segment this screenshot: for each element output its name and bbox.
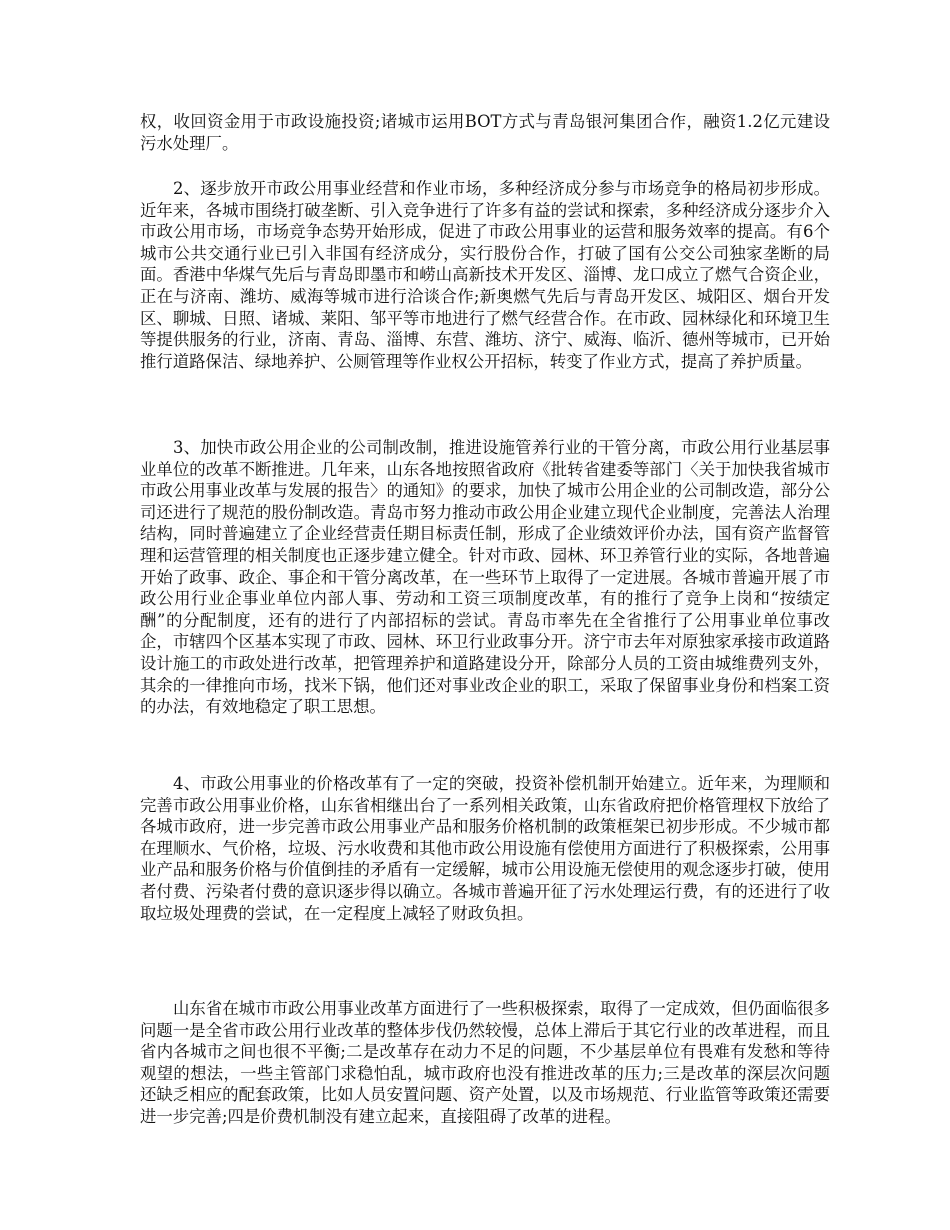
paragraph-problems-summary: 山东省在城市市政公用事业改革方面进行了一些积极探索，取得了一定成效，但仍面临很多问题一是全省市政公用行业改革的整体步伐仍然较慢，总体上滞后于其它行业的改革进程，而且省内各城市之间也很不平衡;二是改革存在动力不足的问题，不少基层单位有畏难有发愁和等待观望的想法，一些主管部门求稳怕乱，城市政府也没有推进改革的压力;三是改革的深层次问题还缺乏相应的配套政策，比如人员安置问题、资产处置，以及市场规范、行业监管等政策还需要进一步完善;四是价费机制没有建立起来，直接阻碍了改革的进程。 [140,999,830,1126]
paragraph-market-opening: 2、逐步放开市政公用事业经营和作业市场，多种经济成分参与市场竞争的格局初步形成。近年来，各城市围绕打破垄断、引入竞争进行了许多有益的尝试和探索，多种经济成分逐步介入市政公用市场，市场竞争态势开始形成，促进了市政公用事业的运营和服务效率的提高。有6个城市公共交通行业已引入非国有经济成分，实行股份合作，打破了国有公交公司独家垄断的局面。香港中华煤气先后与青岛即墨市和崂山高新技术开发区、淄博、龙口成立了燃气合资企业，正在与济南、潍坊、威海等城市进行洽谈合作;新奥燃气先后与青岛开发区、城阳区、烟台开发区、聊城、日照、诸城、莱阳、邹平等市地进行了燃气经营合作。在市政、园林绿化和环境卫生等提供服务的行业，济南、青岛、淄博、东营、潍坊、济宁、威海、临沂、德州等城市，已开始推行道路保洁、绿地养护、公厕管理等作业权公开招标，转变了作业方式，提高了养护质量。 [140,179,830,371]
paragraph-corporate-reform: 3、加快市政公用企业的公司制改制，推进设施管养行业的干管分离，市政公用行业基层事业单位的改革不断推进。几年来，山东各地按照省政府《批转省建委等部门〈关于加快我省城市市政公用事业改革与发展的报告〉的通知》的要求，加快了城市公用企业的公司制改造，部分公司还进行了规范的股份制改造。青岛市努力推动市政公用企业建立现代企业制度，完善法人治理结构，同时普遍建立了企业经营责任期目标责任制，形成了企业绩效评价办法，国有资产监督管理和运营管理的相关制度也正逐步建立健全。针对市政、园林、环卫养管行业的实际，各地普遍开始了政事、政企、事企和干管分离改革，在一些环节上取得了一定进展。各城市普遍开展了市政公用行业企事业单位内部人事、劳动和工资三项制度改革，有的推行了竞争上岗和“按绩定酬”的分配制度，还有的进行了内部招标的尝试。青岛市率先在全省推行了公用事业单位事改企，市辖四个区基本实现了市政、园林、环卫行业政事分开。济宁市去年对原独家承接市政道路设计施工的市政处进行改革，把管理养护和道路建设分开，除部分人员的工资由城维费列支外，其余的一律推向市场，找米下锅，他们还对事业改企业的职工，采取了保留事业身份和档案工资的办法，有效地稳定了职工思想。 [140,438,830,717]
paragraph-continuation: 权，收回资金用于市政设施投资;诸城市运用BOT方式与青岛银河集团合作，融资1.2亿元建设污水处理厂。 [140,112,830,153]
paragraph-price-reform: 4、市政公用事业的价格改革有了一定的突破，投资补偿机制开始建立。近年来，为理顺和完善市政公用事业价格，山东省相继出台了一系列相关政策，山东省政府把价格管理权下放给了各城市政府，进一步完善市政公用事业产品和服务价格机制的政策框架已初步形成。不少城市都在理顺水、气价格，垃圾、污水收费和其他市政公用设施有偿使用方面进行了积极探索，公用事业产品和服务价格与价值倒挂的矛盾有一定缓解，城市公用设施无偿使用的观念逐步打破，使用者付费、污染者付费的意识逐步得以确立。各城市普遍开征了污水处理运行费，有的还进行了收取垃圾处理费的尝试，在一定程度上减轻了财政负担。 [140,774,830,923]
